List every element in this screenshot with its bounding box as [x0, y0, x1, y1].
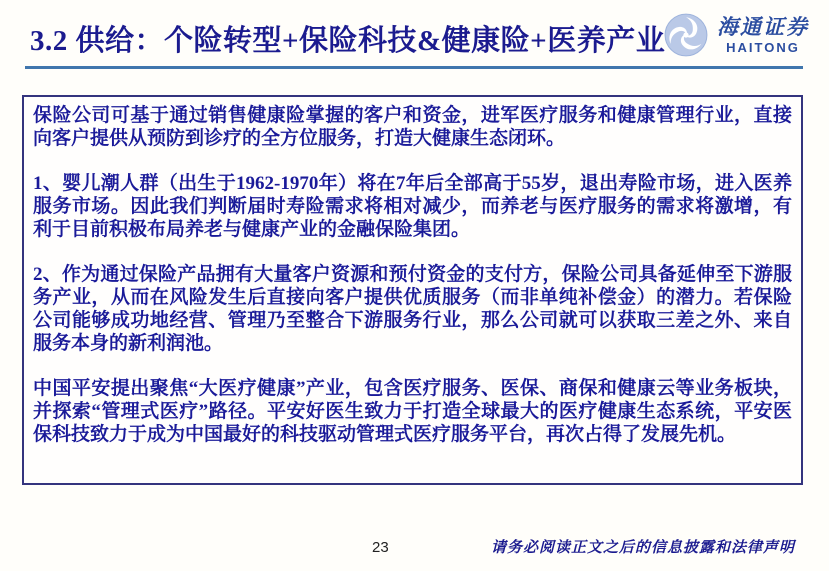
- paragraph-intro: 保险公司可基于通过销售健康险掌握的客户和资金，进军医疗服务和健康管理行业，直接向客户提供从预防到诊疗的全方位服务，打造大健康生态闭环。: [33, 105, 792, 149]
- page-number: 23: [372, 539, 389, 556]
- logo-chinese-name: 海通证券: [717, 14, 809, 39]
- logo-wordmark: [717, 14, 809, 55]
- title-divider: [25, 66, 803, 69]
- disclaimer: 请务必阅读正文之后的信息披露和法律声明: [490, 540, 795, 556]
- logo-latin-name: HAITONG: [726, 39, 800, 55]
- paragraph-point-1: 1、婴儿潮人群（出生于1962-1970年）将在7年后全部高于55岁，退出寿险市场，进入医养服务市场。因此我们判断届时寿险需求将相对减少，而养老与医疗服务的需求将激增，有利于目前积极布局养老与健康产业的金融保险集团。: [33, 173, 792, 240]
- page-title: 3.2 供给：个险转型+保险科技&健康险+医养产业: [30, 25, 666, 57]
- paragraph-pingan: 中国平安提出聚焦“大医疗健康”产业，包含医疗服务、医保、商保和健康云等业务板块，并探索“管理式医疗”路径。平安好医生致力于打造全球最大的医疗健康生态系统，平安医保科技致力于成为中国最好的科技驱动管理式医疗服务平台，再次占得了发展先机。: [33, 378, 792, 445]
- paragraph-point-2: 2、作为通过保险产品拥有大量客户资源和预付资金的支付方，保险公司具备延伸至下游服务产业，从而在风险发生后直接向客户提供优质服务（而非单纯补偿金）的潜力。若保险公司能够成功地经营、管理乃至整合下游服务行业，那么公司就可以获取三差之外、来自服务本身的新利润池。: [33, 264, 792, 354]
- content-box: [22, 95, 803, 485]
